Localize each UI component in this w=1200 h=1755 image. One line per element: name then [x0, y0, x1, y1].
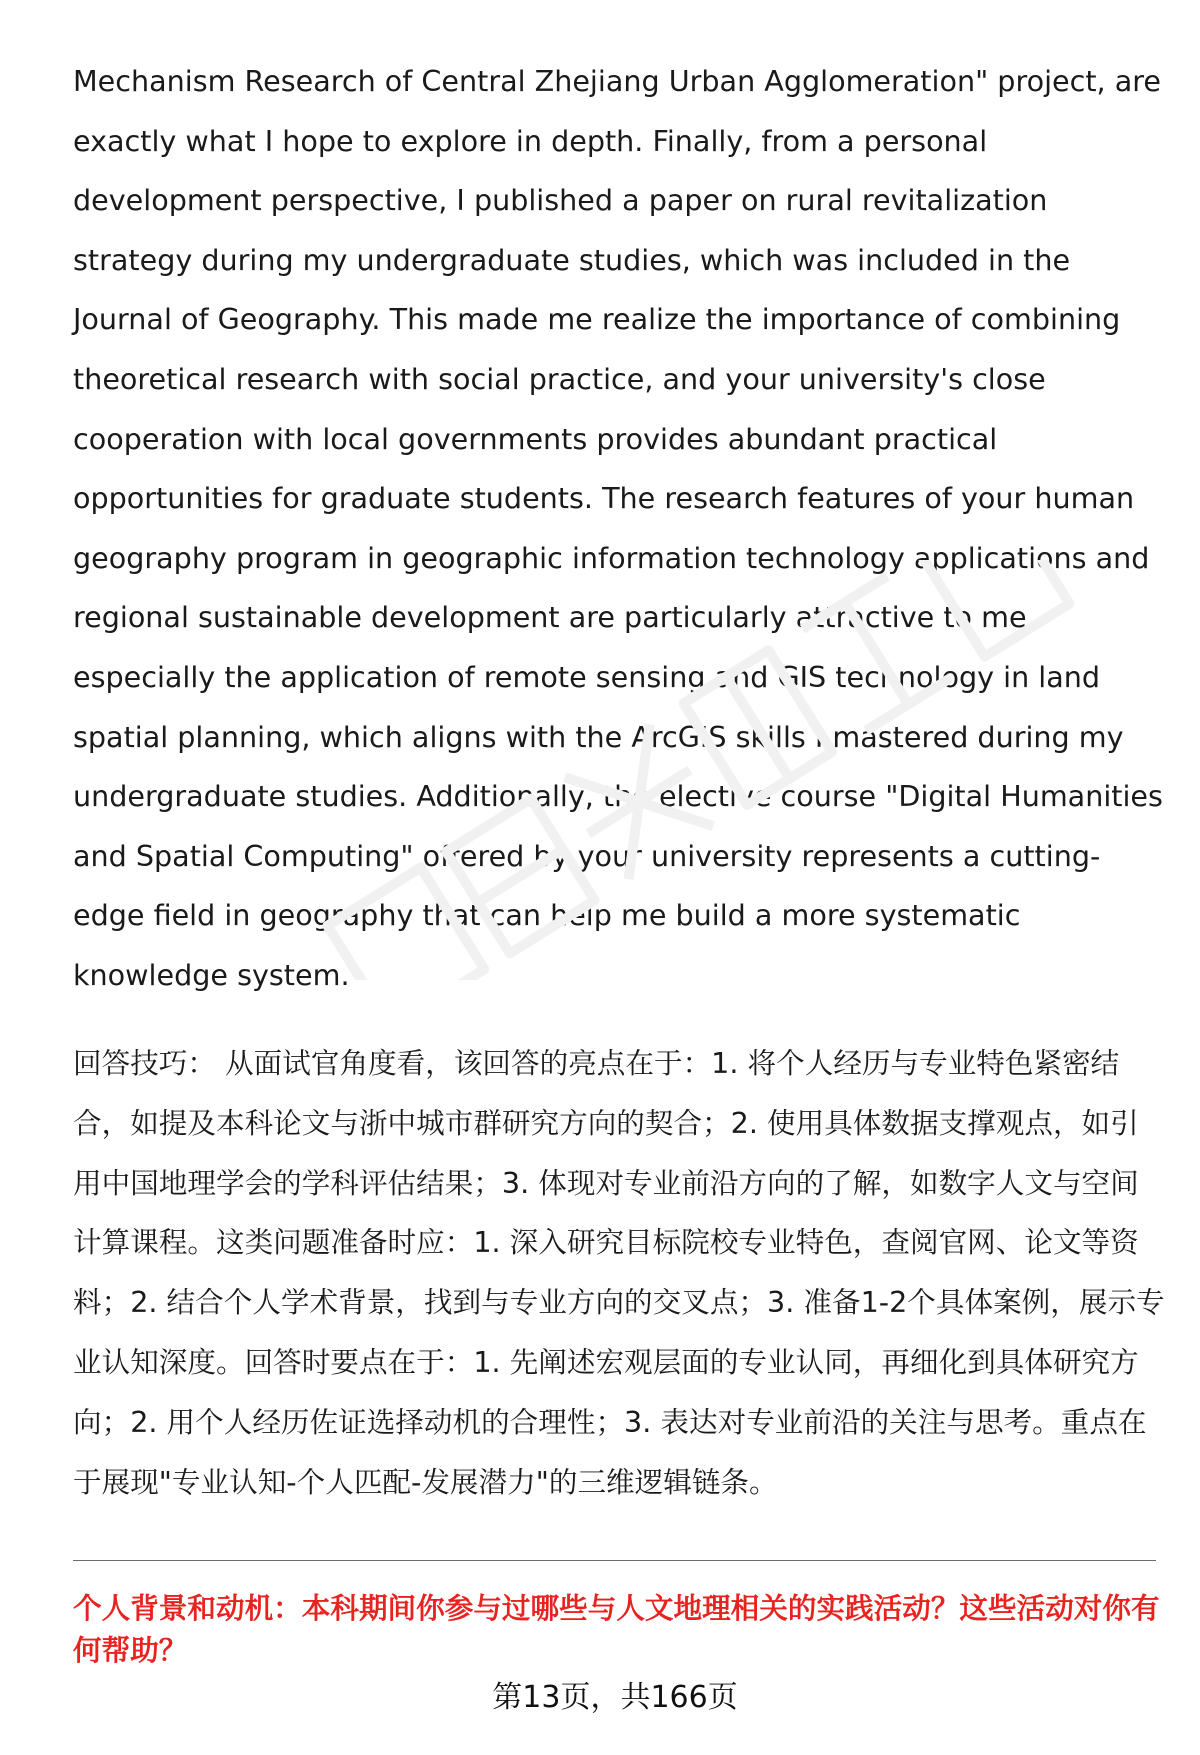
answer-tips-section	[73, 1034, 1165, 1512]
answer-body-paragraph: Mechanism Research of Central Zhejiang Urban Agglomeration" project, are exactly what I hope to explore in depth. Finally, from a personal development perspective, I published a paper on rural revitalization strategy during my undergraduate studies, which was included in the Journal of Geography. This made me realize the importance of combining theoretical research with social practice, and your university's close cooperation with local governments provides abundant practical opportunities for graduate students. The research features of your human geography program in geographic information technology applications and regional sustainable development are particularly attractive to me, especially the application of remote sensing and GIS technology in land spatial planning, which aligns with the ArcGIS skills I mastered during my undergraduate studies. Additionally, the elective course "Digital Humanities and Spatial Computing" offered by your university represents a cutting-edge field in geography that can help me build a more systematic knowledge system.	[73, 64, 1163, 992]
section-divider	[73, 1560, 1156, 1561]
page-footer: 第13页，共166页	[492, 1680, 738, 1715]
tips-label: 回答技巧：	[73, 1046, 216, 1080]
next-question-heading: 个人背景和动机：本科期间你参与过哪些与人文地理相关的实践活动？这些活动对你有何帮助？	[73, 1591, 1160, 1667]
tips-text: 从面试官角度看，该回答的亮点在于：1. 将个人经历与专业特色紧密结合，如提及本科论文与浙中城市群研究方向的契合；2. 使用具体数据支撑观点，如引用中国地理学会的学科评估结果；3. 体现对专业前沿方向的了解，如数字人文与空间计算课程。这类问题准备时应：1. 深入研究目标院校专业特色，查阅官网、论文等资料；2. 结合个人学术背景，找到与专业方向的交叉点；3. 准备1-2个具体案例，展示专业认知深度。回答时要点在于：1. 先阐述宏观层面的专业认同，再细化到具体研究方向；2. 用个人经历佐证选择动机的合理性；3. 表达对专业前沿的关注与思考。重点在于展现"专业认知-个人匹配-发展潜力"的三维逻辑链条。	[73, 1046, 1165, 1499]
